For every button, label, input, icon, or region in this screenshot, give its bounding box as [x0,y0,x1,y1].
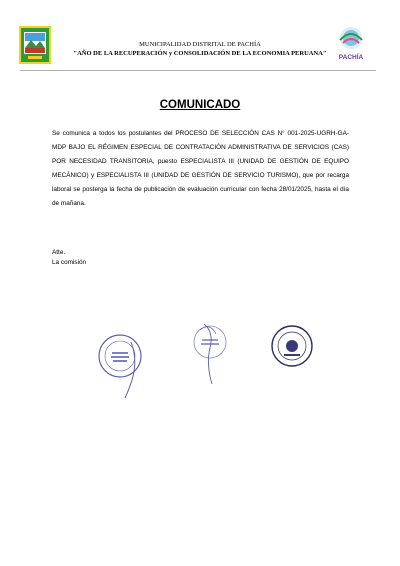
year-slogan: "AÑO DE LA RECUPERACIÓN y CONSOLIDACIÓN DE LA ECONOMIA PERUANA" [73,50,327,57]
municipal-logo [19,26,51,64]
letterhead [50,40,350,58]
title-text: COMUNICADO [159,99,241,111]
document-title [0,99,400,111]
closing-block [52,248,86,267]
signature-name: La comisión [52,258,87,266]
pachia-logo-text: PACHÍA [338,54,364,61]
committee-stamp [270,324,314,368]
pachia-logo [334,26,368,62]
signature-stamp [190,318,234,388]
closing-text: Atte. [52,249,66,256]
header-rule [20,70,376,71]
official-stamp [98,330,150,400]
municipality-name: MUNICIPALIDAD DISTRITAL DE PACHÍA [139,41,261,48]
body-paragraph: Se comunica a todos los postulantes del PROCESO DE SELECCIÓN CAS N° 001-2025-UGRH-GA-MDP BAJO EL RÉGIMEN ESPECIAL DE CONTRATACIÓN ADMINISTRATIVA DE SERVICIOS (CAS) POR NECESIDAD TRANSITORIA, puesto ESPECIALISTA III (UNIDAD DE GESTIÓN DE EQUIPO MECÁNICO) y ESPECIALISTA III (UNIDAD DE GESTIÓN DE SERVICIO TURISMO), que por recarga laboral se posterga la fecha de publicación de evaluación curricular con fecha 28/01/2025, hasta el día de mañana. [52,130,349,207]
